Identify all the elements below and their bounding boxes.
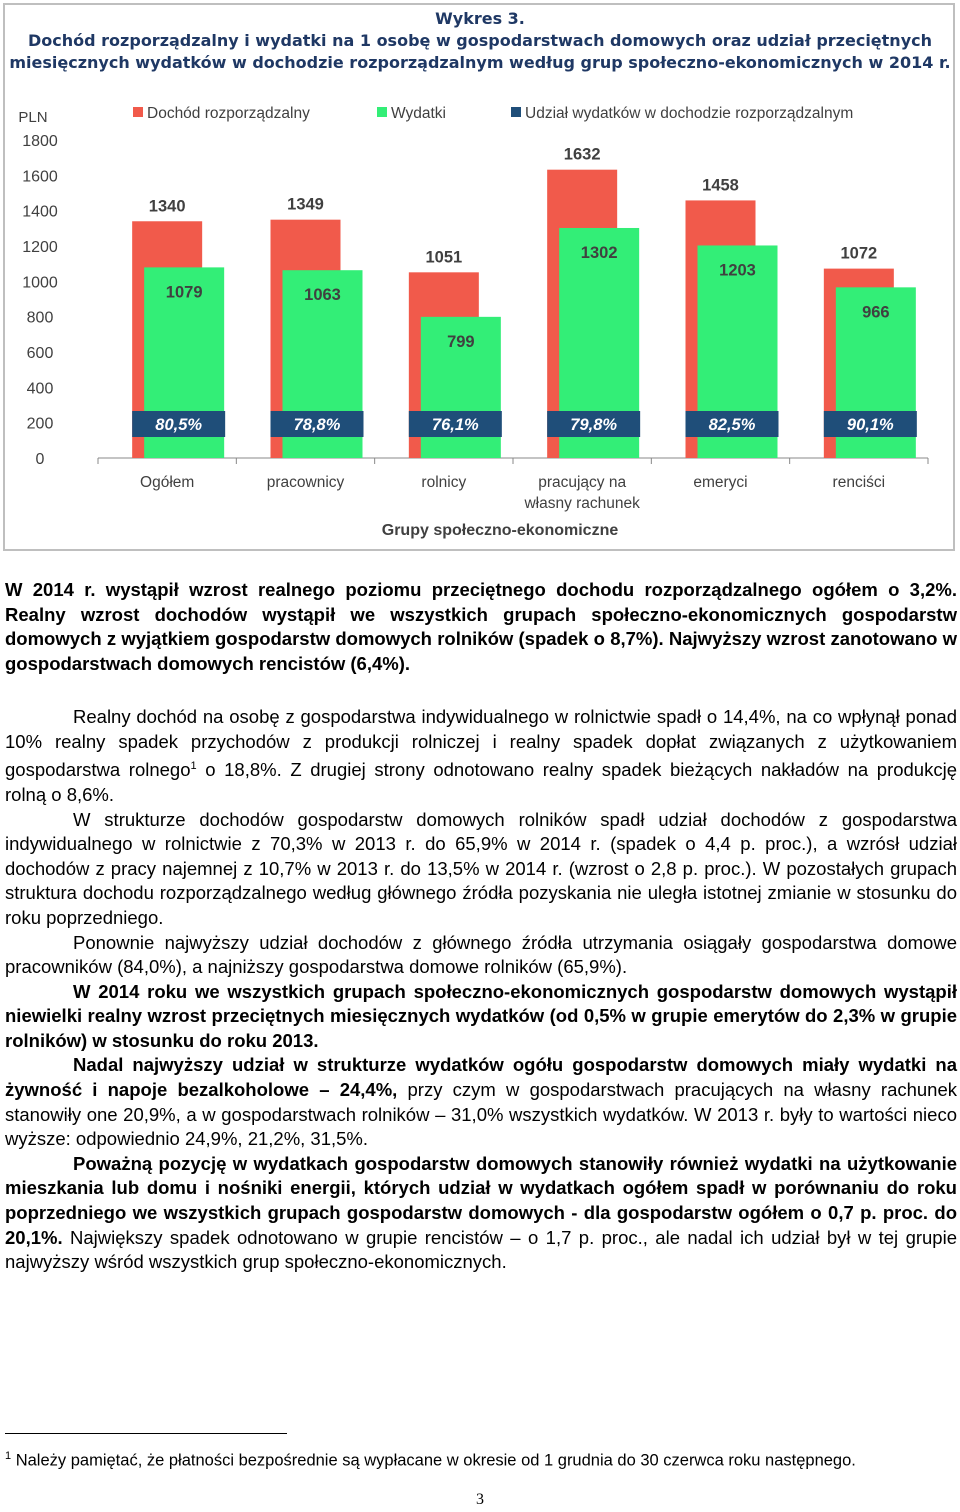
- chart-title-line: Wykres 3.: [435, 9, 525, 28]
- data-label-expenses: 1203: [719, 261, 756, 280]
- x-tick-label-line2: własny rachunek: [524, 495, 640, 512]
- paragraph-1-bold: W 2014 r. wystąpił wzrost realnego poziomu przeciętnego dochodu rozporządzalnego ogółem o 3,2%.: [5, 579, 957, 600]
- chart-title-line: Dochód rozporządzalny i wydatki na 1 osobę w gospodarstwach domowych oraz udział przeciętnych: [28, 31, 932, 50]
- x-tick-label: rolnicy: [421, 474, 467, 491]
- paragraph-6-bold: Nadal najwyższy udział w strukturze wydatków ogółu gospodarstw domowych miały wydatki na żywność i napoje bezalkoholowe – 24,4%,: [5, 1054, 957, 1101]
- chart-title-line: miesięcznych wydatków w dochodzie rozporządzalnym według grup społeczno-ekonomicznych w 2014 r.: [9, 53, 951, 72]
- footnote-ref: 1: [190, 760, 197, 773]
- paragraph-1: [5, 578, 957, 676]
- data-label-income: 1340: [148, 197, 186, 216]
- data-label-share: 78,8%: [293, 416, 341, 434]
- footnote-rule: [5, 1433, 287, 1434]
- legend-swatch: [133, 107, 143, 117]
- page-number: 3: [476, 1491, 484, 1508]
- x-tick-label: emeryci: [693, 474, 748, 491]
- paragraph-1-rest: Realny wzrost dochodów wystąpił we wszystkich grupach społeczno-ekonomicznych gospodarstw domowych z wyjątkiem gospodarstw domowych rolników (spadek o 8,7%). Najwyższy wzrost zanotowano w gospodarstwach domowych rencistów (6,4%).: [5, 603, 957, 674]
- data-label-expenses: 966: [862, 303, 890, 322]
- x-tick-label: pracujący na: [538, 474, 627, 491]
- y-tick-label: 600: [26, 345, 54, 362]
- y-tick-label: 1600: [22, 168, 58, 186]
- data-label-income: 1051: [425, 248, 463, 267]
- x-tick-label: renciści: [832, 474, 886, 491]
- paragraph-7-bold: Poważną pozycję w wydatkach gospodarstw domowych stanowiły również wydatki na użytkowanie mieszkania lub domu i nośniki energii, których udział w wydatkach ogółem spadł w porównaniu do roku poprzedniego we wszystkich grupach gospodarstw domowych - dla gospodarstw ogółem o 0,7 p. proc. do 20,1%.: [5, 1152, 957, 1248]
- y-tick-label: 200: [26, 415, 54, 433]
- footnote-text: Należy pamiętać, że płatności bezpośrednie są wypłacane w okresie od 1 grudnia do 30 czerwca roku następnego.: [15, 1451, 856, 1470]
- paragraph-5: [5, 980, 957, 1054]
- footnote: [5, 1445, 957, 1472]
- paragraph-4: Ponownie najwyższy udział dochodów z głównego źródła utrzymania osiągały gospodarstwa domowe pracowników (84,0%), a najniższy gospodarstwa domowe rolników (65,9%).: [5, 931, 957, 978]
- legend-swatch: [377, 107, 387, 117]
- x-axis-title: Grupy społeczno-ekonomiczne: [381, 522, 619, 539]
- x-tick-label: pracownicy: [266, 474, 345, 491]
- paragraph-2-b: o 18,8%. Z drugiej strony odnotowano realny spadek bieżących nakładów na produkcję rolną o 8,6%.: [5, 759, 957, 805]
- y-tick-label: 0: [35, 451, 45, 468]
- x-tick-label: Ogółem: [140, 474, 195, 491]
- y-tick-label: 1200: [22, 239, 58, 256]
- y-tick-label: 800: [26, 309, 54, 327]
- data-label-expenses: 799: [447, 332, 475, 351]
- legend-label: Wydatki: [391, 105, 446, 122]
- data-label-income: 1072: [840, 244, 878, 263]
- paragraph-2-a: Realny dochód na osobę z gospodarstwa indywidualnego w rolnictwie spadł o 14,4%, na co wpłynął ponad 10% realny spadek przychodów z produkcji rolniczej i realny spadek dopłat związanych z użytkowaniem gospodarstwa rolnego: [5, 706, 957, 781]
- data-label-share: 79,8%: [570, 416, 618, 434]
- legend-swatch: [511, 107, 521, 117]
- legend-label: Udział wydatków w dochodzie rozporządzalnym: [525, 105, 854, 122]
- paragraph-2: [5, 705, 957, 808]
- paragraph-6-rest: przy czym w gospodarstwach pracujących na własny rachunek stanowiły one 20,9%, a w gospodarstwach rolników – 31,0% wszystkich wydatków. W 2013 r. były to wartości nieco wyższe: odpowiednio 24,9%, 21,2%, 31,5%.: [5, 1079, 958, 1150]
- data-label-share: 90,1%: [846, 416, 894, 434]
- y-axis-unit: PLN: [18, 109, 48, 126]
- body-text: [5, 705, 957, 1275]
- y-tick-label: 1400: [22, 203, 58, 221]
- footnote-number: 1: [5, 1450, 12, 1462]
- data-label-expenses: 1063: [304, 286, 341, 305]
- paragraph-3: W strukturze dochodów gospodarstw domowych rolników spadł udział dochodów z gospodarstwa indywidualnego w rolnictwie z 70,3% w 2013 r. do 65,9% w 2014 r. (spadek o 4,4 p. proc.), a wzrósł udział dochodów z pracy najemnej z 10,7% w 2013 r. do 13,5% w 2014 r. (wzrost o 2,8 p. proc.). W pozostałych grupach struktura dochodu rozporządzalnego według głównego źródła pozyskania nie uległa istotnej zmianie w stosunku do roku poprzedniego.: [5, 808, 957, 928]
- data-label-expenses: 1079: [165, 283, 203, 302]
- y-tick-label: 400: [26, 380, 54, 398]
- chart-svg: [0, 0, 960, 552]
- paragraph-5-bold: W 2014 roku we wszystkich grupach społeczno-ekonomicznych gospodarstw domowych wystąpił niewielki realny wzrost przeciętnych miesięcznych wydatków (od 0,5% w grupie emerytów do 2,3% w grupie rolników) w stosunku do roku 2013.: [5, 980, 957, 1051]
- data-label-income: 1632: [563, 145, 601, 164]
- data-label-share: 82,5%: [708, 416, 756, 434]
- y-tick-label: 1800: [22, 133, 58, 150]
- data-label-expenses: 1302: [580, 243, 618, 262]
- paragraph-7: [5, 1152, 957, 1275]
- data-label-share: 76,1%: [431, 416, 479, 434]
- legend-label: Dochód rozporządzalny: [147, 105, 310, 122]
- paragraph-6: [5, 1053, 957, 1151]
- paragraph-7-rest: Największy spadek odnotowano w grupie rencistów – o 1,7 p. proc., ale nadal ich udział był w tej grupie najwyższy wśród wszystkich grup społeczno-ekonomicznych.: [5, 1226, 957, 1273]
- data-label-income: 1349: [287, 195, 324, 214]
- data-label-share: 80,5%: [155, 416, 203, 434]
- y-tick-label: 1000: [22, 274, 58, 292]
- data-label-income: 1458: [702, 176, 739, 195]
